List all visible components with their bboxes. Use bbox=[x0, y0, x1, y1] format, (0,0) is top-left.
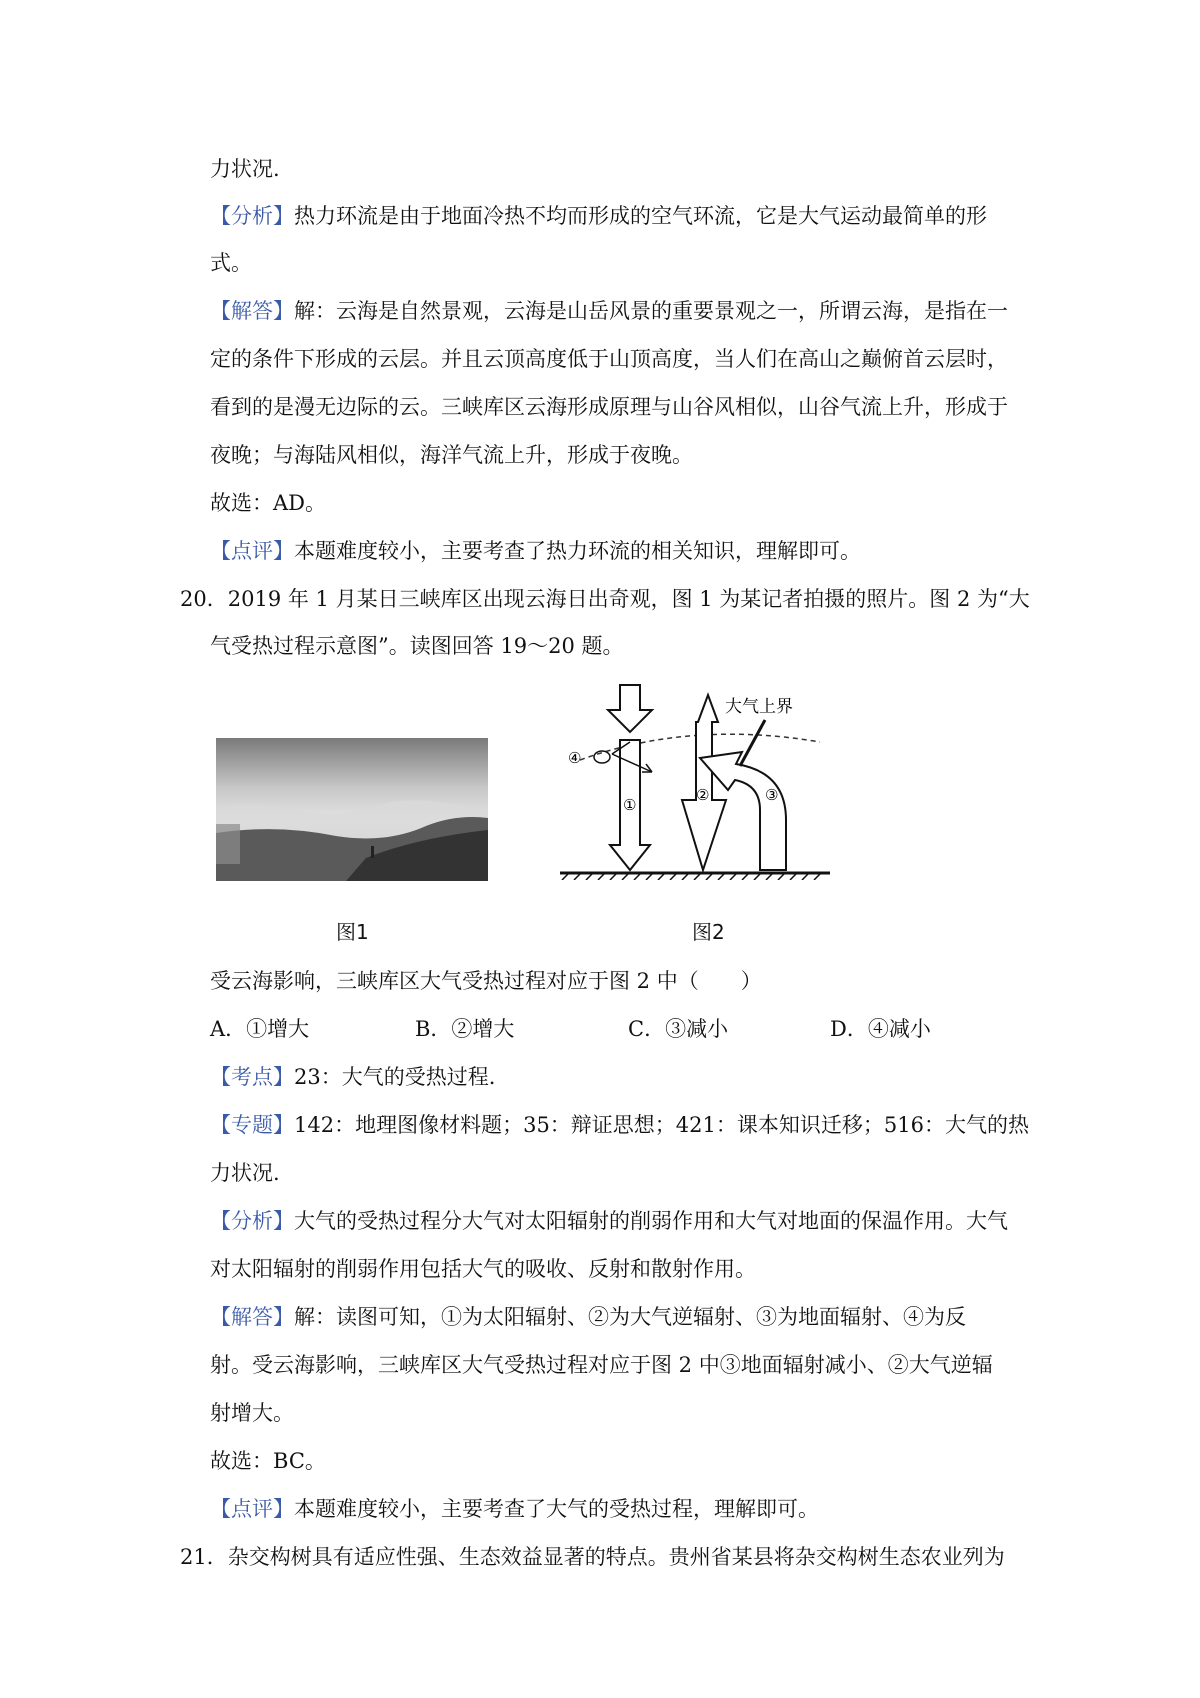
review-text: 本题难度较小，主要考查了热力环流的相关知识，理解即可。 bbox=[294, 539, 861, 563]
atmos-boundary-label: 大气上界 bbox=[725, 697, 793, 717]
question-number: 21． bbox=[180, 1545, 228, 1569]
kaodian-tag: 【考点】 bbox=[210, 1065, 294, 1089]
analysis-tag: 【分析】 bbox=[210, 204, 294, 228]
review-line bbox=[210, 536, 861, 566]
figure-2-caption: 图2 bbox=[692, 920, 725, 944]
review-tag: 【点评】 bbox=[210, 539, 294, 563]
analysis-line bbox=[210, 1206, 1008, 1236]
option-a[interactable]: A．①增大 bbox=[210, 1017, 310, 1041]
text-line: 力状况. bbox=[210, 157, 280, 181]
kaodian-line bbox=[210, 1062, 495, 1092]
kaodian-text: 23：大气的受热过程. bbox=[294, 1065, 496, 1089]
option-d[interactable]: D．④减小 bbox=[830, 1017, 931, 1041]
answer-line bbox=[210, 1302, 966, 1332]
zhuanti-line bbox=[210, 1110, 1029, 1140]
question-text: 受云海影响，三峡库区大气受热过程对应于图 2 中（ ） bbox=[210, 969, 762, 993]
label-1: ① bbox=[623, 796, 637, 814]
label-3: ③ bbox=[765, 786, 779, 804]
choice-line: 故选：AD。 bbox=[210, 491, 327, 515]
question-21-stem bbox=[180, 1542, 1005, 1572]
question-number: 20． bbox=[180, 587, 228, 611]
text-line: 定的条件下形成的云层。并且云顶高度低于山顶高度，当人们在高山之巅俯首云层时， bbox=[210, 347, 1008, 371]
question-20-stem bbox=[180, 584, 1030, 614]
text-line: 气受热过程示意图”。读图回答 19～20 题。 bbox=[210, 634, 624, 658]
choice-line: 故选：BC。 bbox=[210, 1449, 326, 1473]
option-c[interactable]: C．③减小 bbox=[628, 1017, 729, 1041]
label-2: ② bbox=[696, 786, 710, 804]
stem-text: 2019 年 1 月某日三峡库区出现云海日出奇观，图 1 为某记者拍摄的照片。图 2 为“大 bbox=[227, 587, 1030, 611]
text-line: 对太阳辐射的削弱作用包括大气的吸收、反射和散射作用。 bbox=[210, 1257, 756, 1281]
text-line: 射。受云海影响，三峡库区大气受热过程对应于图 2 中③地面辐射减小、②大气逆辐 bbox=[210, 1353, 993, 1377]
stem-text: 杂交构树具有适应性强、生态效益显著的特点。贵州省某县将杂交构树生态农业列为 bbox=[227, 1545, 1005, 1569]
answer-text: 解：云海是自然景观，云海是山岳风景的重要景观之一，所谓云海，是指在一 bbox=[294, 299, 1008, 323]
answer-text: 解：读图可知，①为太阳辐射、②为大气逆辐射、③为地面辐射、④为反 bbox=[294, 1305, 966, 1329]
analysis-text: 大气的受热过程分大气对太阳辐射的削弱作用和大气对地面的保温作用。大气 bbox=[294, 1209, 1008, 1233]
text-line: 夜晚；与海陆风相似，海洋气流上升，形成于夜晚。 bbox=[210, 443, 693, 467]
review-text: 本题难度较小，主要考查了大气的受热过程，理解即可。 bbox=[294, 1497, 819, 1521]
review-line bbox=[210, 1494, 819, 1524]
figure-1-photo bbox=[216, 738, 488, 881]
zhuanti-tag: 【专题】 bbox=[210, 1113, 294, 1137]
label-4: ④ bbox=[568, 749, 582, 767]
text-line: 式。 bbox=[210, 251, 252, 275]
answer-tag: 【解答】 bbox=[210, 1305, 294, 1329]
analysis-line bbox=[210, 201, 987, 231]
text-line: 力状况. bbox=[210, 1161, 280, 1185]
figure-1-caption: 图1 bbox=[336, 920, 369, 944]
review-tag: 【点评】 bbox=[210, 1497, 294, 1521]
zhuanti-text: 142：地理图像材料题；35：辩证思想；421：课本知识迁移；516：大气的热 bbox=[294, 1113, 1029, 1137]
figure-2-diagram bbox=[560, 680, 830, 880]
text-line: 射增大。 bbox=[210, 1401, 294, 1425]
answer-tag: 【解答】 bbox=[210, 299, 294, 323]
text-line: 看到的是漫无边际的云。三峡库区云海形成原理与山谷风相似，山谷气流上升，形成于 bbox=[210, 395, 1008, 419]
analysis-text: 热力环流是由于地面冷热不均而形成的空气环流，它是大气运动最简单的形 bbox=[294, 204, 987, 228]
option-b[interactable]: B．②增大 bbox=[415, 1017, 515, 1041]
answer-line bbox=[210, 296, 1008, 326]
analysis-tag: 【分析】 bbox=[210, 1209, 294, 1233]
